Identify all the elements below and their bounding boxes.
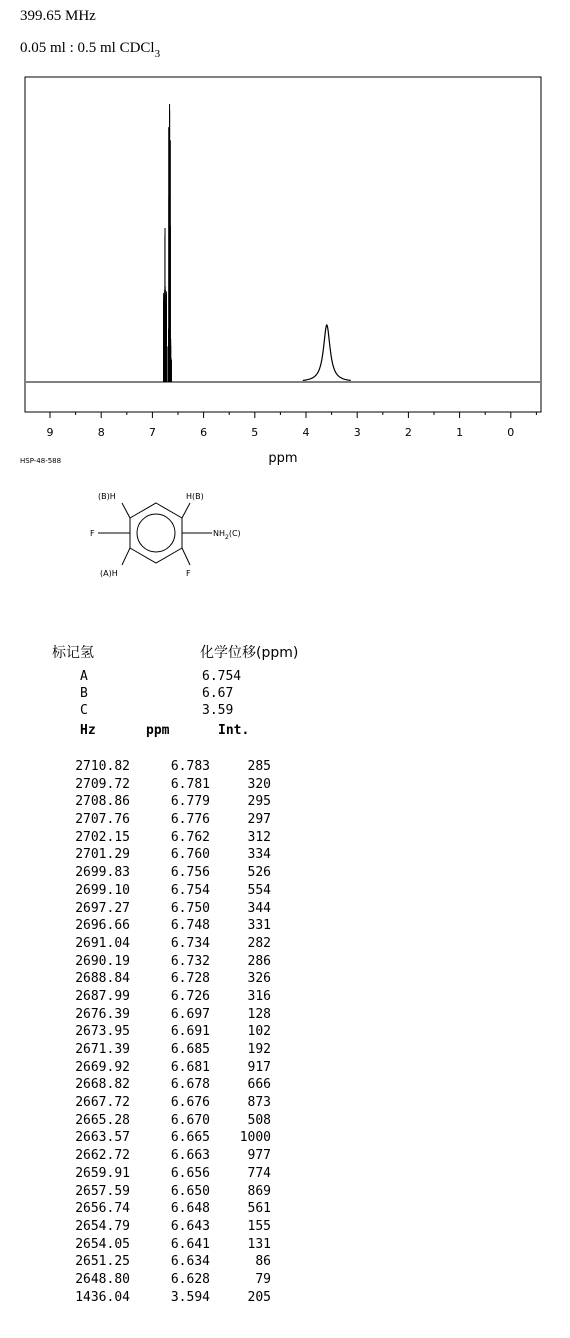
- peak-ppm: 6.648: [170, 1201, 210, 1217]
- table-row: [40, 953, 290, 971]
- peak-hz: 2687.99: [75, 988, 130, 1004]
- peak-ppm: 6.650: [170, 1183, 210, 1199]
- x-tick-label: 9: [46, 426, 54, 439]
- peak-int: 554: [247, 882, 271, 898]
- table-row: [40, 1236, 290, 1254]
- peak-int: 192: [247, 1042, 271, 1057]
- table-row: [40, 917, 290, 935]
- peak-hz: 2690.19: [75, 953, 130, 969]
- peak-hz: 2707.76: [75, 812, 130, 828]
- peak-hz: 2651.25: [75, 1254, 130, 1270]
- table-row: [40, 935, 290, 953]
- table-row: [40, 793, 290, 811]
- peak-ppm: 6.676: [170, 1095, 210, 1111]
- x-tick-label: 0: [507, 426, 515, 439]
- peak-int: 297: [247, 812, 271, 828]
- assign-label-c: C: [80, 703, 88, 718]
- peak-hz: 2699.10: [75, 882, 130, 898]
- table-row: [40, 1094, 290, 1112]
- x-axis-ticks: [47, 412, 537, 439]
- molecule-structure: [70, 485, 290, 615]
- peak-hz: 2662.72: [75, 1148, 130, 1164]
- peak-hz: 2657.59: [75, 1183, 130, 1199]
- spectrometer-frequency: 399.65 MHz: [20, 8, 96, 24]
- peak-hz: 2654.79: [75, 1218, 130, 1234]
- nh2-subscript: 2: [225, 534, 229, 541]
- peak-hz: 2656.74: [75, 1201, 130, 1217]
- peak-ppm: 6.760: [170, 847, 210, 863]
- spectrum-code: HSP-48-588: [20, 457, 62, 465]
- peak-hz: 2710.82: [75, 759, 130, 774]
- peak-hz: 2671.39: [75, 1042, 130, 1057]
- peak-hz: 2673.95: [75, 1024, 130, 1040]
- x-tick-label: 5: [251, 426, 259, 439]
- peak-int: 282: [247, 935, 271, 951]
- x-tick-label: 7: [148, 426, 156, 439]
- table-row: [40, 846, 290, 864]
- peak-ppm: 6.634: [170, 1254, 210, 1270]
- x-tick-label: 1: [456, 426, 464, 439]
- peak-int: 331: [247, 918, 271, 934]
- table-row: [40, 864, 290, 882]
- peak-hz: 1436.04: [75, 1289, 130, 1305]
- peak-ppm: 6.728: [170, 971, 210, 987]
- table-row: [40, 1218, 290, 1236]
- peak-hz: 2654.05: [75, 1236, 130, 1252]
- peak-int: 326: [247, 971, 271, 987]
- peak-layer: [164, 104, 351, 382]
- atom-f-left: F: [90, 529, 95, 538]
- assign-label-b: B: [80, 686, 88, 701]
- atom-nh2: [213, 529, 241, 541]
- peak-hz: 2648.80: [75, 1271, 130, 1287]
- solvent-subscript: 3: [154, 48, 161, 60]
- bond-h-b-right: [182, 503, 190, 518]
- peak-hz: 2688.84: [75, 971, 130, 987]
- peak-ppm: 6.732: [170, 953, 210, 969]
- peak-header-int: Int.: [218, 723, 250, 738]
- assign-label-a: A: [80, 669, 88, 684]
- peak-ppm: 6.726: [170, 988, 210, 1004]
- table-row: [40, 1059, 290, 1077]
- peak-int: 131: [247, 1236, 271, 1252]
- peak-ppm: 6.776: [170, 812, 210, 828]
- peak-hz: 2659.91: [75, 1165, 130, 1181]
- nh2-text: NH: [213, 529, 225, 538]
- peak-int: 344: [247, 900, 271, 916]
- bond-h-b-left: [122, 503, 130, 518]
- peak-hz: 2699.83: [75, 865, 130, 881]
- peak-ppm: 6.781: [170, 776, 210, 792]
- table-row: [40, 988, 290, 1006]
- peak-ppm: 6.656: [170, 1165, 210, 1181]
- peak-hz: 2663.57: [75, 1130, 130, 1146]
- peak-hz: 2696.66: [75, 918, 130, 934]
- table-row: [40, 1200, 290, 1218]
- peak-int: 128: [247, 1006, 271, 1022]
- peak-ppm: 6.681: [170, 1059, 210, 1075]
- x-axis-label: ppm: [268, 451, 298, 466]
- peak-ppm: 6.697: [170, 1006, 210, 1022]
- shift-column-header: 化学位移(ppm): [200, 645, 299, 661]
- x-tick-label: 3: [353, 426, 361, 439]
- table-row: [40, 1041, 290, 1059]
- peak-int: 873: [247, 1095, 271, 1111]
- peak-int: 977: [247, 1148, 271, 1164]
- peak-ppm: 6.685: [170, 1042, 210, 1057]
- peak-int: 155: [247, 1218, 271, 1234]
- peak-ppm: 6.762: [170, 829, 210, 845]
- peak-hz: 2676.39: [75, 1006, 130, 1022]
- peak-ppm: 6.734: [170, 935, 210, 951]
- table-row: [40, 900, 290, 918]
- atom-f-bottom: F: [186, 569, 191, 578]
- peak-int: 86: [255, 1254, 271, 1270]
- peak-int: 666: [247, 1077, 271, 1093]
- peak-ppm: 6.641: [170, 1236, 210, 1252]
- table-row: [40, 758, 290, 776]
- peak-int: 1000: [239, 1130, 271, 1146]
- peak-ppm: 6.748: [170, 918, 210, 934]
- peak-int: 79: [255, 1271, 271, 1287]
- broad-peak: [303, 325, 351, 380]
- assign-shift-c: 3.59: [202, 703, 234, 718]
- peak-int: 774: [247, 1165, 271, 1181]
- table-row: [40, 1271, 290, 1289]
- peak-int: 286: [247, 953, 271, 969]
- peak-int: 320: [247, 776, 271, 792]
- table-row: [40, 1006, 290, 1024]
- x-tick-label: 6: [200, 426, 208, 439]
- atom-h-b-right: H(B): [186, 492, 204, 501]
- peak-ppm: 6.678: [170, 1077, 210, 1093]
- peak-ppm: 6.754: [170, 882, 210, 898]
- x-tick-label: 4: [302, 426, 310, 439]
- benzene-ring: [130, 503, 182, 563]
- peak-table: [40, 758, 290, 1306]
- table-row: [40, 1289, 290, 1307]
- peak-int: 285: [247, 759, 271, 774]
- peak-ppm: 3.594: [170, 1289, 210, 1305]
- peak-hz: 2667.72: [75, 1095, 130, 1111]
- peak-ppm: 6.756: [170, 865, 210, 881]
- peak-hz: 2668.82: [75, 1077, 130, 1093]
- atom-h-a: (A)H: [100, 569, 118, 578]
- nh2-tag: (C): [228, 529, 241, 538]
- aromatic-circle: [137, 514, 175, 552]
- peak-hz: 2691.04: [75, 935, 130, 951]
- peak-ppm: 6.665: [170, 1130, 210, 1146]
- plot-frame: [25, 77, 541, 412]
- peak-hz: 2665.28: [75, 1112, 130, 1128]
- peak-hz: 2697.27: [75, 900, 130, 916]
- peak-int: 316: [247, 988, 271, 1004]
- peak-ppm: 6.779: [170, 794, 210, 810]
- peak-hz: 2669.92: [75, 1059, 130, 1075]
- x-tick-label: 2: [404, 426, 412, 439]
- peak-ppm: 6.670: [170, 1112, 210, 1128]
- peak-hz: 2702.15: [75, 829, 130, 845]
- table-row: [40, 882, 290, 900]
- assign-shift-a: 6.754: [202, 669, 242, 684]
- peak-header-hz: Hz: [80, 723, 96, 738]
- atom-h-b-left: (B)H: [98, 492, 116, 501]
- table-row: [40, 776, 290, 794]
- peak-ppm: 6.643: [170, 1218, 210, 1234]
- peak-hz: 2709.72: [75, 776, 130, 792]
- assign-shift-b: 6.67: [202, 686, 234, 701]
- peak-ppm: 6.750: [170, 900, 210, 916]
- peak-int: 561: [247, 1201, 271, 1217]
- table-row: [40, 829, 290, 847]
- peak-int: 295: [247, 794, 271, 810]
- peak-hz: 2701.29: [75, 847, 130, 863]
- peak-header-ppm: ppm: [146, 723, 170, 738]
- bond-h-a: [122, 548, 130, 565]
- table-row: [40, 1253, 290, 1271]
- peak-int: 102: [247, 1024, 271, 1040]
- peak-int: 205: [247, 1289, 271, 1305]
- table-row: [40, 1147, 290, 1165]
- peak-ppm: 6.691: [170, 1024, 210, 1040]
- peak-ppm: 6.783: [170, 759, 210, 774]
- table-row: [40, 970, 290, 988]
- peak-int: 334: [247, 847, 271, 863]
- peak-int: 508: [247, 1112, 271, 1128]
- table-row: [40, 1076, 290, 1094]
- peak-int: 526: [247, 865, 271, 881]
- peak-int: 917: [247, 1059, 271, 1075]
- peak-ppm: 6.663: [170, 1148, 210, 1164]
- peak-int: 869: [247, 1183, 271, 1199]
- label-column-header: 标记氢: [52, 645, 94, 661]
- peak-int: 312: [247, 829, 271, 845]
- solvent-text: 0.05 ml : 0.5 ml CDCl: [20, 40, 155, 56]
- nmr-spectrum-chart: [0, 0, 570, 470]
- table-row: [40, 1183, 290, 1201]
- table-row: [40, 1129, 290, 1147]
- bond-f-bottom: [182, 548, 190, 565]
- table-row: [40, 811, 290, 829]
- peak-hz: 2708.86: [75, 794, 130, 810]
- table-row: [40, 1112, 290, 1130]
- table-row: [40, 1023, 290, 1041]
- peak-ppm: 6.628: [170, 1271, 210, 1287]
- x-tick-label: 8: [97, 426, 105, 439]
- table-row: [40, 1165, 290, 1183]
